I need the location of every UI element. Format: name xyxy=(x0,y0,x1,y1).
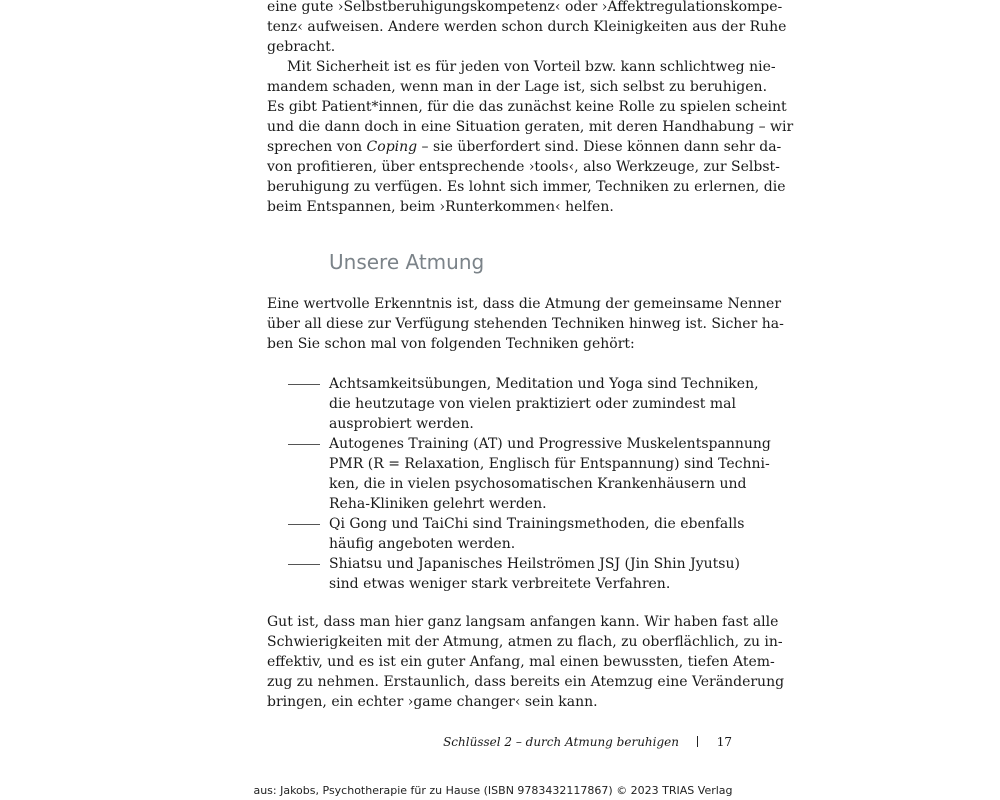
text-line: tenz‹ aufweisen. Andere werden schon durch Kleinigkeiten aus der Ruhe xyxy=(267,19,787,35)
text-line: mandem schaden, wenn man in der Lage ist, sich selbst zu beruhigen. xyxy=(267,79,768,95)
source-text: aus: Jakobs, Psychotherapie für zu Hause (ISBN 9783432117867) © 2023 TRIAS Verlag xyxy=(253,784,733,797)
technique-list xyxy=(288,374,771,594)
text-line: zug zu nehmen. Erstaunlich, dass bereits ein Atemzug eine Veränderung xyxy=(267,674,785,690)
paragraph-4 xyxy=(267,612,785,712)
list-item xyxy=(288,554,740,594)
dash-bullet xyxy=(288,564,320,565)
text-line: Eine wertvolle Erkenntnis ist, dass die Atmung der gemeinsame Nenner xyxy=(267,296,782,312)
text-line: bringen, ein echter ›game changer‹ sein kann. xyxy=(267,694,598,710)
list-item xyxy=(288,514,745,554)
paragraph-3 xyxy=(267,294,784,354)
list-item xyxy=(288,374,759,434)
running-footer xyxy=(443,734,732,750)
text-line: Schwierigkeiten mit der Atmung, atmen zu flach, zu oberflächlich, zu in- xyxy=(267,634,783,650)
dash-bullet xyxy=(288,444,320,445)
text-line coping-line: sprechen von Coping – sie überfordert sind. Diese können dann sehr da- xyxy=(267,139,782,155)
dash-bullet xyxy=(288,384,320,385)
dash-bullet xyxy=(288,524,320,525)
text-line: effektiv, und es ist ein guter Anfang, mal einen bewussten, tiefen Atem- xyxy=(267,654,775,670)
text-line: sind etwas weniger stark verbreitete Verfahren. xyxy=(329,576,671,592)
text-line: ken, die in vielen psychosomatischen Krankenhäusern und xyxy=(329,476,747,492)
text-line: Qi Gong und TaiChi sind Trainingsmethoden, die ebenfalls xyxy=(329,516,745,532)
text-line: gebracht. xyxy=(267,39,336,55)
text-line: Shiatsu und Japanisches Heilströmen JSJ (Jin Shin Jyutsu) xyxy=(329,556,740,572)
text-line: häufig angeboten werden. xyxy=(329,536,516,552)
source-note xyxy=(0,784,1000,797)
text-line: Reha-Kliniken gelehrt werden. xyxy=(329,496,547,512)
text-line: PMR (R = Relaxation, Englisch für Entspannung) sind Techni- xyxy=(329,456,770,472)
text-line: beruhigung zu verfügen. Es lohnt sich immer, Techniken zu erlernen, die xyxy=(267,179,786,195)
page-number: 17 xyxy=(716,735,732,749)
list-item xyxy=(288,434,771,514)
text-line: Autogenes Training (AT) und Progressive Muskelentspannung xyxy=(329,436,771,452)
text-line: ben Sie schon mal von folgenden Techniken gehört: xyxy=(267,336,635,352)
text-line: Gut ist, dass man hier ganz langsam anfangen kann. Wir haben fast alle xyxy=(267,614,779,630)
text-line: Achtsamkeitsübungen, Meditation und Yoga sind Techniken, xyxy=(329,376,759,392)
text-line: über all diese zur Verfügung stehenden Techniken hinweg ist. Sicher ha- xyxy=(267,316,784,332)
text-line: eine gute ›Selbstberuhigungskompetenz‹ oder ›Affektregulationskompe- xyxy=(267,0,783,15)
text-line: von profitieren, über entsprechende ›tools‹, also Werkzeuge, zur Selbst- xyxy=(267,159,780,175)
emphasis-coping: Coping xyxy=(366,139,418,155)
text-line: beim Entspannen, beim ›Runterkommen‹ helfen. xyxy=(267,199,614,215)
text-line: Mit Sicherheit ist es für jeden von Vorteil bzw. kann schlichtweg nie- xyxy=(287,59,776,75)
footer-divider xyxy=(697,736,698,747)
section-heading: Unsere Atmung xyxy=(329,250,485,274)
text-line: und die dann doch in eine Situation geraten, mit deren Handhabung – wir xyxy=(267,119,794,135)
paragraph-2 xyxy=(267,57,794,217)
text-line: die heutzutage von vielen praktiziert oder zumindest mal xyxy=(329,396,736,412)
text-line: Es gibt Patient*innen, für die das zunächst keine Rolle zu spielen scheint xyxy=(267,99,787,115)
chapter-title: Schlüssel 2 – durch Atmung beruhigen xyxy=(443,735,679,749)
paragraph-1 xyxy=(267,0,787,57)
text-line: ausprobiert werden. xyxy=(329,416,474,432)
